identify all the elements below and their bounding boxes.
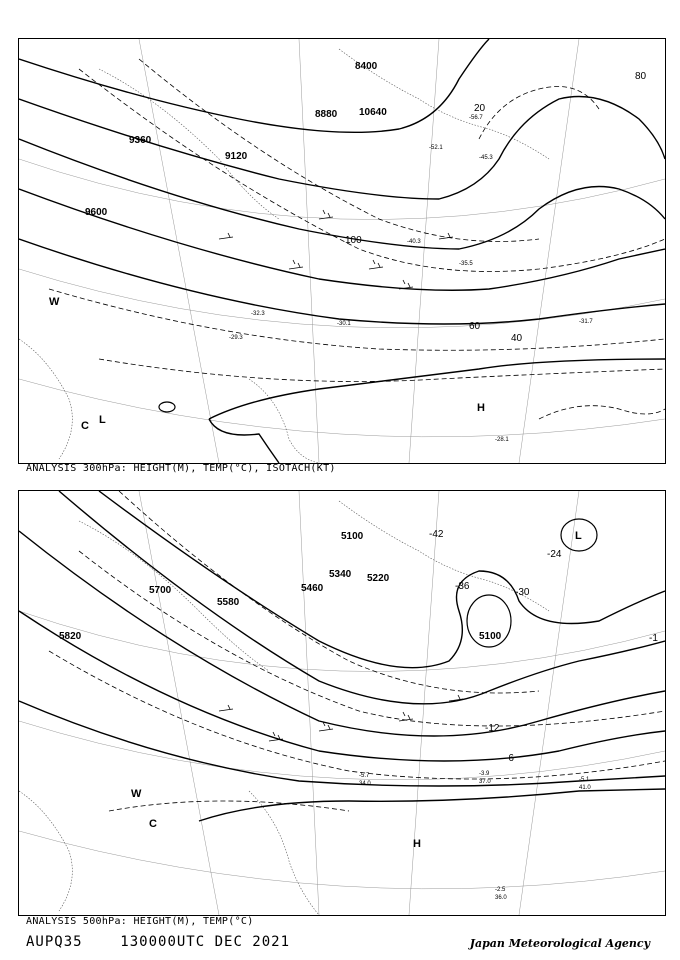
isotach-label: 80 xyxy=(635,71,647,82)
isotherm-label: -1 xyxy=(649,633,658,644)
isotherm-label: -36 xyxy=(455,581,470,592)
height-label: 5220 xyxy=(367,573,390,584)
cold-center-marker: C xyxy=(149,818,157,830)
isotach-label: 20 xyxy=(474,103,486,114)
height-label: 5340 xyxy=(329,569,352,580)
warm-center-marker: W xyxy=(49,296,60,308)
coastline xyxy=(19,501,549,915)
map-panel-300hpa xyxy=(18,38,666,464)
temp-label: 41.0 xyxy=(579,785,591,791)
temp-label: -35.5 xyxy=(459,261,473,267)
low-center-marker: L xyxy=(575,530,582,542)
high-center-marker: H xyxy=(413,838,421,850)
map-panel-500hpa xyxy=(18,490,666,916)
chart-code: AUPQ35 xyxy=(26,934,83,950)
warm-center-marker: W xyxy=(131,788,142,800)
height-label: 9600 xyxy=(85,207,108,218)
isotherm-label: -24 xyxy=(547,549,562,560)
panel-caption-500hpa: ANALYSIS 500hPa: HEIGHT(M), TEMP(°C) xyxy=(26,916,254,927)
isotach-label: 60 xyxy=(469,321,481,332)
temp-label: 37.0 xyxy=(479,779,491,785)
height-label: 8400 xyxy=(355,61,378,72)
chart-code-and-time xyxy=(26,934,290,950)
graticule xyxy=(19,491,665,915)
height-label: 9120 xyxy=(225,151,248,162)
chart-500hpa xyxy=(19,491,665,915)
height-label: 9360 xyxy=(129,135,152,146)
temp-label: -30.1 xyxy=(337,321,351,327)
height-label: 5460 xyxy=(301,583,324,594)
high-center-marker: H xyxy=(477,402,485,414)
temp-label: -29.3 xyxy=(229,335,243,341)
height-label: 5580 xyxy=(217,597,240,608)
isotherm-label: -42 xyxy=(429,529,444,540)
height-label: 5820 xyxy=(59,631,82,642)
wind-barbs xyxy=(219,210,453,289)
isotherm-label: -6 xyxy=(505,753,514,764)
height-label: 5100 xyxy=(479,631,502,642)
height-label: 8880 xyxy=(315,109,338,120)
coastline xyxy=(19,49,549,463)
temp-label: -52.1 xyxy=(429,145,443,151)
isotach-label: 100 xyxy=(345,235,362,246)
panel-caption-300hpa: ANALYSIS 300hPa: HEIGHT(M), TEMP(°C), ISOTACH(KT) xyxy=(26,463,336,474)
isotach-label: 40 xyxy=(511,333,523,344)
agency-name: Japan Meteorological Agency xyxy=(469,937,650,950)
temp-label: -45.3 xyxy=(479,155,493,161)
height-contours xyxy=(19,39,665,463)
temp-label: -2.5 xyxy=(495,887,506,893)
graticule xyxy=(19,39,665,463)
temp-label: -40.3 xyxy=(407,239,421,245)
low-center-marker: L xyxy=(99,414,106,426)
temp-label: -31.7 xyxy=(579,319,593,325)
chart-300hpa xyxy=(19,39,665,463)
temp-label: 36.0 xyxy=(495,895,507,901)
temp-label: -32.3 xyxy=(251,311,265,317)
closed-contour xyxy=(159,402,175,412)
temp-label: -5.7 xyxy=(359,773,370,779)
temp-label: -3.9 xyxy=(479,771,490,777)
height-label: 10640 xyxy=(359,107,387,118)
wind-barbs xyxy=(219,695,463,741)
isotherm-label: -30 xyxy=(515,587,530,598)
temp-label: -5.1 xyxy=(579,777,590,783)
height-label: 5700 xyxy=(149,585,172,596)
temp-label: 34.0 xyxy=(359,781,371,787)
temp-label: -56.7 xyxy=(469,115,483,121)
temp-label: -28.1 xyxy=(495,437,509,443)
height-label: 5100 xyxy=(341,531,364,542)
cold-center-marker: C xyxy=(81,420,89,432)
valid-time: 130000UTC DEC 2021 xyxy=(120,934,291,950)
isotherm-label: -12 xyxy=(485,723,500,734)
